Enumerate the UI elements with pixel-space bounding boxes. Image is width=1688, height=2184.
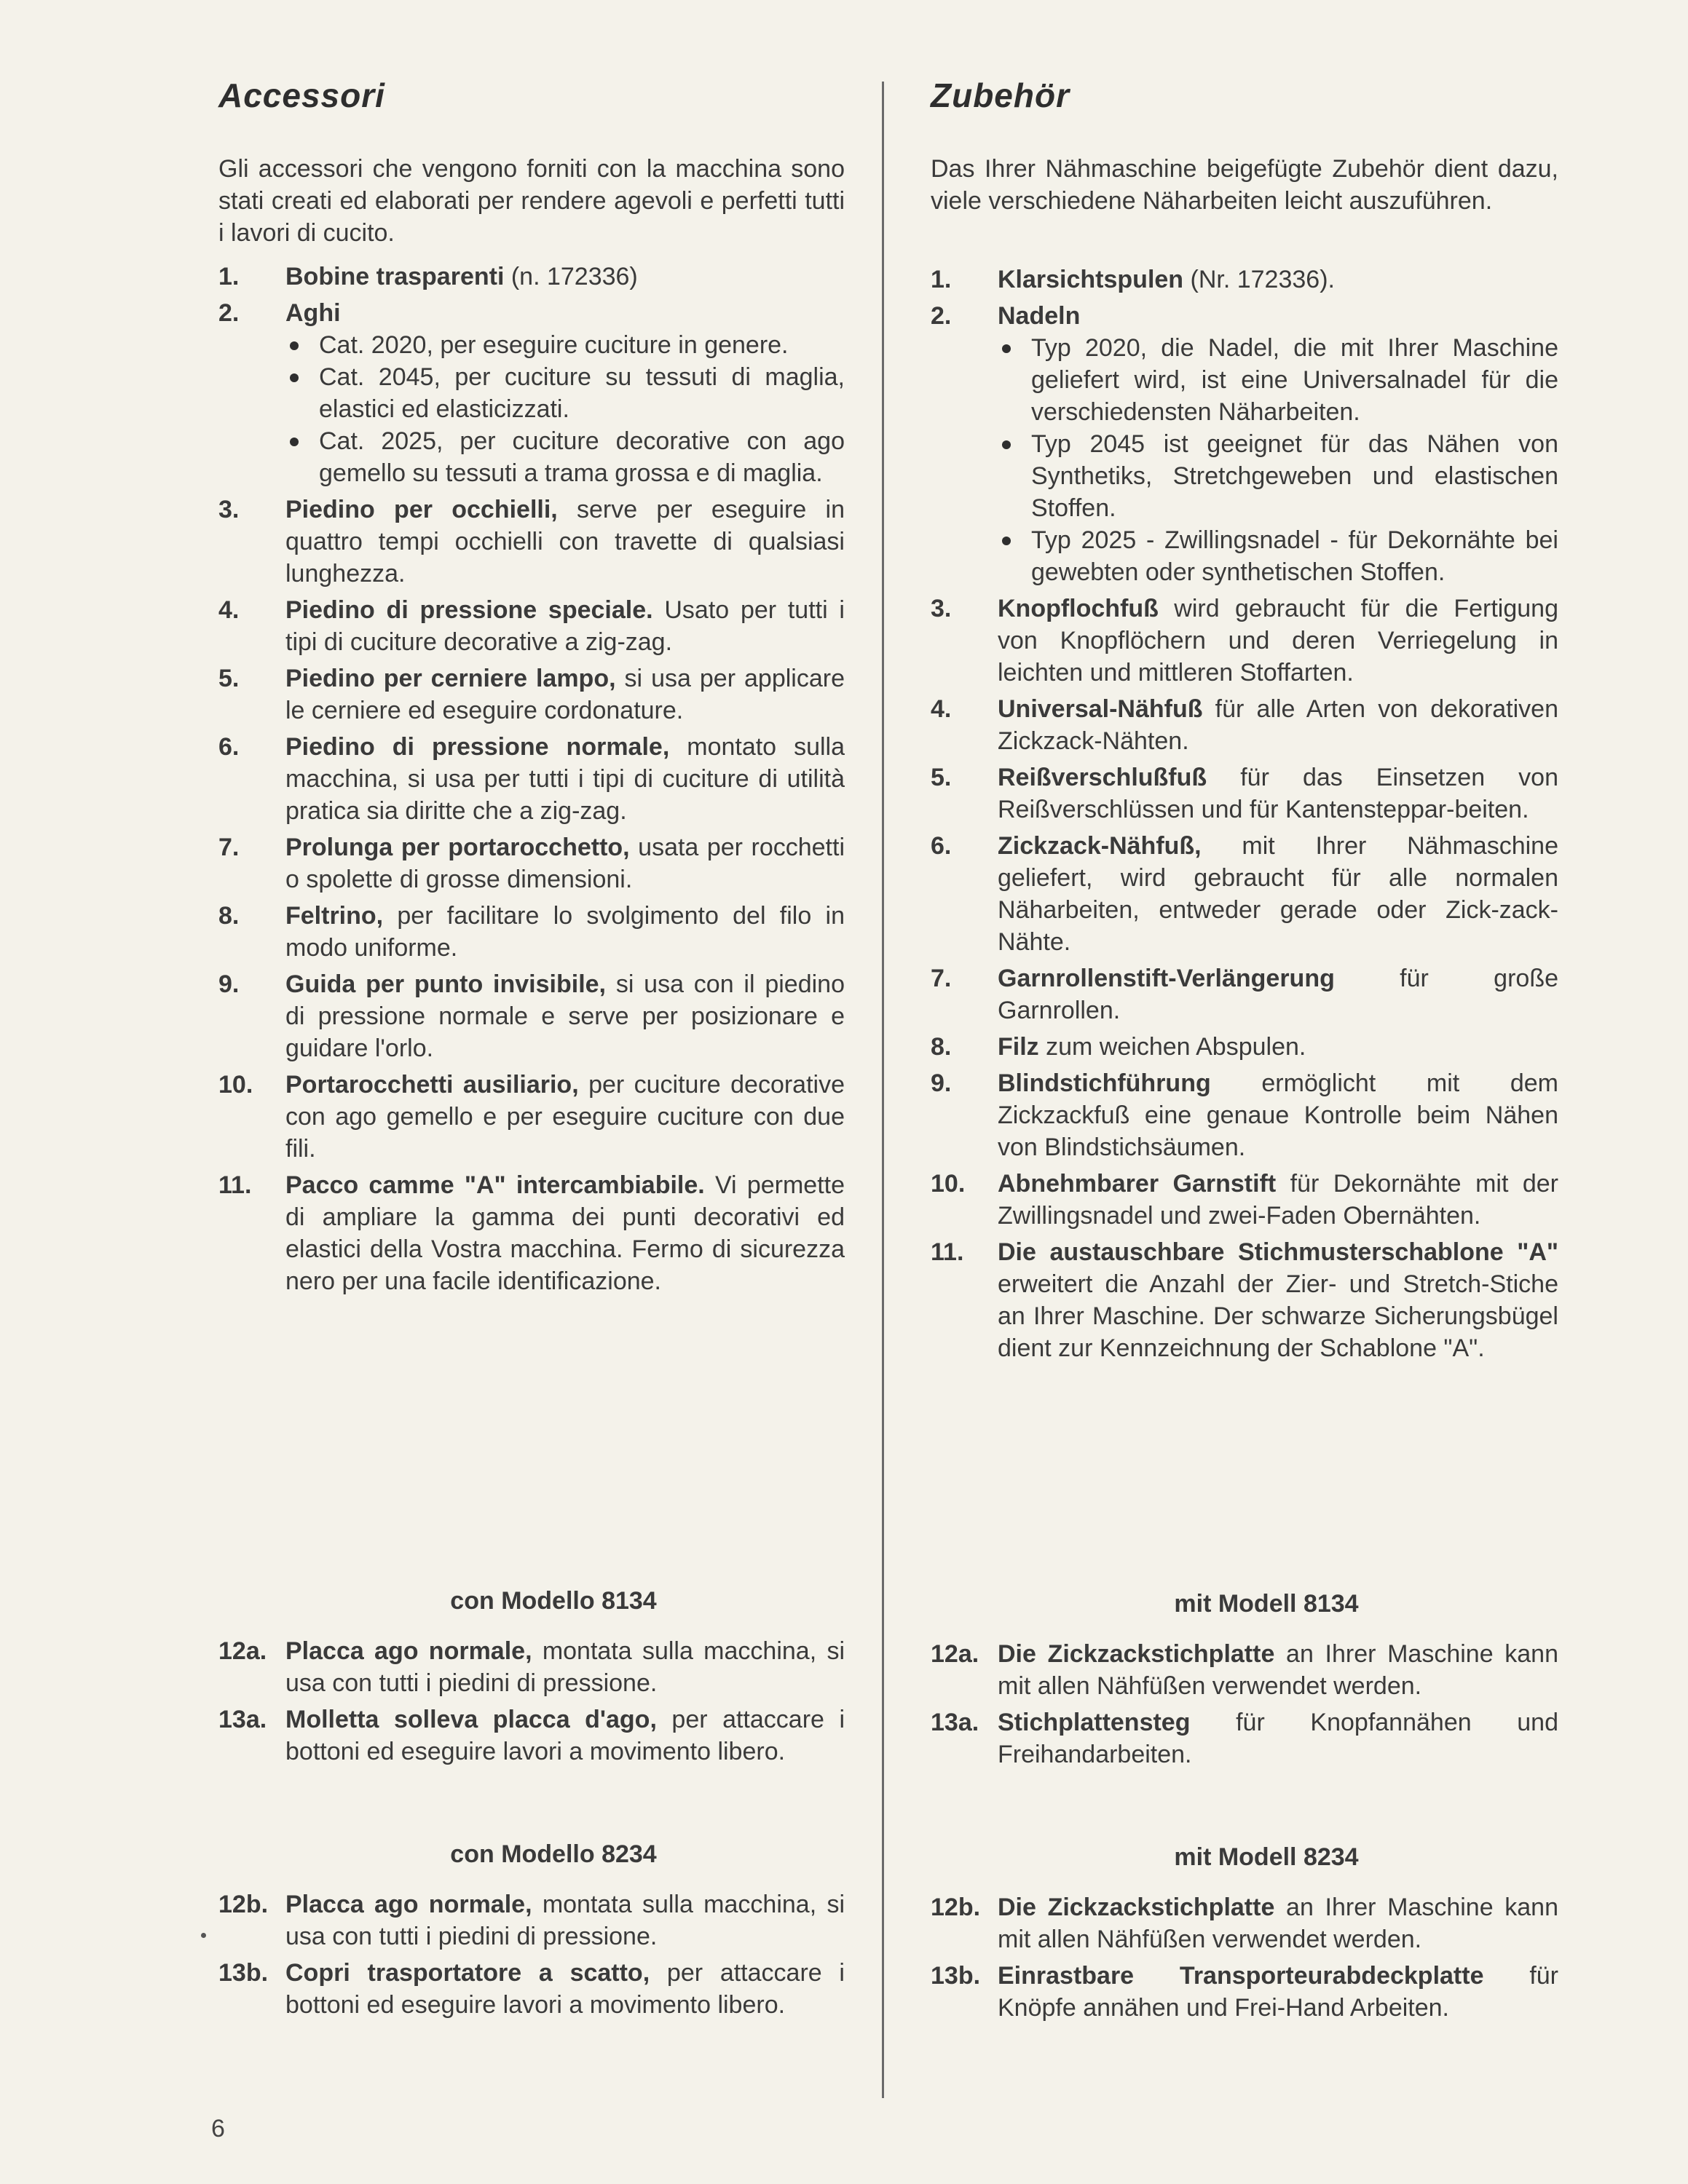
italian-accessory-list xyxy=(218,261,845,1302)
sublist-item: Cat. 2045, per cuciture su tessuti di maglia, elastici ed elasticizzati. xyxy=(285,361,845,425)
german-model-a-heading: mit Modell 8134 xyxy=(1174,1590,1359,1618)
list-item: 12b. Die Zickzackstichplatte an Ihrer Maschine kann mit allen Nähfüßen verwendet werden. xyxy=(931,1894,1558,1953)
list-item: 6. Piedino di pressione normale, montato sulla macchina, si usa per tutti i tipi di cuciture di utilità pratica sia diritte che a zig-zag. xyxy=(218,733,845,825)
list-item: 13a. Stichplattensteg für Knopfannähen und Freihandarbeiten. xyxy=(931,1709,1558,1768)
list-item: 5. Piedino per cerniere lampo, si usa per applicare le cerniere ed eseguire cordonature. xyxy=(218,665,845,724)
print-speck xyxy=(201,1933,206,1938)
sublist-item: Cat. 2025, per cuciture decorative con ago gemello su tessuti a trama grossa e di maglia. xyxy=(285,425,845,489)
list-item: 10. Abnehmbarer Garnstift für Dekornähte mit der Zwillingsnadel und zwei-Faden Obernähten. xyxy=(931,1170,1558,1230)
bullet-icon xyxy=(290,438,299,446)
list-item: 3. Knopflochfuß wird gebraucht für die Fertigung von Knopflöchern und deren Verriegelung in leichten und mittleren Stoffarten. xyxy=(931,595,1558,687)
column-divider xyxy=(882,82,884,2098)
list-item: 9. Guida per punto invisibile, si usa con il piedino di pressione normale e serve per posizionare e guidare l'orlo. xyxy=(218,970,845,1062)
list-item: 9. Blindstichführung ermöglicht mit dem Zickzackfuß eine genaue Kontrolle beim Nähen von Blindstichsäumen. xyxy=(931,1069,1558,1161)
bullet-icon xyxy=(1002,537,1011,545)
list-item: 6. Zickzack-Nähfuß, mit Ihrer Nähmaschine geliefert, wird gebraucht für alle normalen Näharbeiten, entweder gerade oder Zick-zack-Nähte. xyxy=(931,832,1558,956)
bullet-icon xyxy=(290,373,299,382)
list-item: 12b. Placca ago normale, montata sulla macchina, si usa con tutti i piedini di pressione. xyxy=(218,1891,845,1950)
list-item: 10. Portarocchetti ausiliario, per cuciture decorative con ago gemello e per eseguire cuciture con due fili. xyxy=(218,1071,845,1163)
italian-model-b-heading: con Modello 8234 xyxy=(450,1840,657,1868)
bullet-icon xyxy=(1002,344,1011,353)
needle-sublist xyxy=(998,332,1558,588)
needle-sublist xyxy=(285,329,845,489)
list-item: 4. Piedino di pressione speciale. Usato per tutti i tipi di cuciture decorative a zig-zag. xyxy=(218,596,845,656)
list-item: 13b. Copri trasportatore a scatto, per attaccare i bottoni ed eseguire lavori a movimento libero. xyxy=(218,1959,845,2019)
sublist-item: Typ 2025 - Zwillingsnadel - für Dekornähte bei gewebten oder synthetischen Stoffen. xyxy=(998,524,1558,588)
page-number: 6 xyxy=(211,2115,225,2143)
list-item: 12a. Die Zickzackstichplatte an Ihrer Maschine kann mit allen Nähfüßen verwendet werden. xyxy=(931,1640,1558,1700)
italian-model-a-list xyxy=(218,1635,845,1772)
list-item: 8. Feltrino, per facilitare lo svolgimento del filo in modo uniforme. xyxy=(218,902,845,962)
sublist-item: Typ 2045 ist geeignet für das Nähen von Synthetiks, Stretchgeweben und elastischen Stoffen. xyxy=(998,428,1558,524)
italian-heading: Accessori xyxy=(218,76,385,114)
german-model-b-list xyxy=(931,1891,1558,2028)
italian-model-a-heading: con Modello 8134 xyxy=(450,1587,657,1615)
list-item: 7. Garnrollenstift-Verlängerung für große Garnrollen. xyxy=(931,965,1558,1024)
german-accessory-list xyxy=(931,264,1558,1369)
sublist-item: Typ 2020, die Nadel, die mit Ihrer Maschine geliefert wird, ist eine Universalnadel für die verschiedensten Näharbeiten. xyxy=(998,332,1558,428)
list-item: 2. Aghi Cat. 2020, per eseguire cuciture in genere. Cat. 2045, per cuciture su tessuti di maglia, elastici ed elasticizzati. Cat. 2025, per cuciture decorative con ago gemello su tessuti a trama grossa e di maglia. xyxy=(218,297,845,489)
list-item: 13a. Molletta solleva placca d'ago, per attaccare i bottoni ed eseguire lavori a movimento libero. xyxy=(218,1706,845,1765)
german-intro: Das Ihrer Nähmaschine beigefügte Zubehör dient dazu, viele verschiedene Näharbeiten leicht auszuführen. xyxy=(931,155,1558,215)
italian-model-b-list xyxy=(218,1888,845,2025)
list-item: 12a. Placca ago normale, montata sulla macchina, si usa con tutti i piedini di pressione. xyxy=(218,1637,845,1697)
list-item: 13b. Einrastbare Transporteurabdeckplatte für Knöpfe annähen und Frei-Hand Arbeiten. xyxy=(931,1962,1558,2022)
german-heading: Zubehör xyxy=(931,76,1070,114)
list-item: 7. Prolunga per portarocchetto, usata per rocchetti o spolette di grosse dimensioni. xyxy=(218,834,845,893)
list-item: 3. Piedino per occhielli, serve per eseguire in quattro tempi occhielli con travette di qualsiasi lunghezza. xyxy=(218,496,845,587)
bullet-icon xyxy=(1002,440,1011,449)
bullet-icon xyxy=(290,341,299,350)
italian-intro: Gli accessori che vengono forniti con la macchina sono stati creati ed elaborati per rendere agevoli e perfetti tutti i lavori di cucito. xyxy=(218,155,845,247)
list-item: 2. Nadeln Typ 2020, die Nadel, die mit Ihrer Maschine geliefert wird, ist eine Universalnadel für die verschiedensten Näharbeiten. Typ 2045 ist geeignet für das Nähen von Synthetiks, Stretchgeweben und elastischen Stoffen. Typ 2025 - Zwillingsnadel - für Dekornähte bei gewebten oder synthetischen Stoffen. xyxy=(931,300,1558,588)
list-item: 11. Die austauschbare Stichmusterschablone "A" erweitert die Anzahl der Zier- und Stretch-Stiche an Ihrer Maschine. Der schwarze Sicherungsbügel dient zur Kennzeichnung der Schablone "A". xyxy=(931,1238,1558,1362)
sublist-item: Cat. 2020, per eseguire cuciture in genere. xyxy=(285,329,845,361)
german-model-b-heading: mit Modell 8234 xyxy=(1174,1843,1359,1871)
list-item: 11. Pacco camme "A" intercambiabile. Vi permette di ampliare la gamma dei punti decorativi ed elastici della Vostra macchina. Fermo di sicurezza nero per una facile identificazione. xyxy=(218,1171,845,1295)
list-item: 1. Klarsichtspulen (Nr. 172336). xyxy=(931,266,1335,293)
german-model-a-list xyxy=(931,1638,1558,1775)
list-item: 1. Bobine trasparenti (n. 172336) xyxy=(218,263,638,290)
list-item: 8. Filz zum weichen Abspulen. xyxy=(931,1033,1306,1061)
list-item: 5. Reißverschlußfuß für das Einsetzen von Reißverschlüssen und für Kantensteppar-beiten. xyxy=(931,764,1558,823)
list-item: 4. Universal-Nähfuß für alle Arten von dekorativen Zickzack-Nähten. xyxy=(931,695,1558,755)
